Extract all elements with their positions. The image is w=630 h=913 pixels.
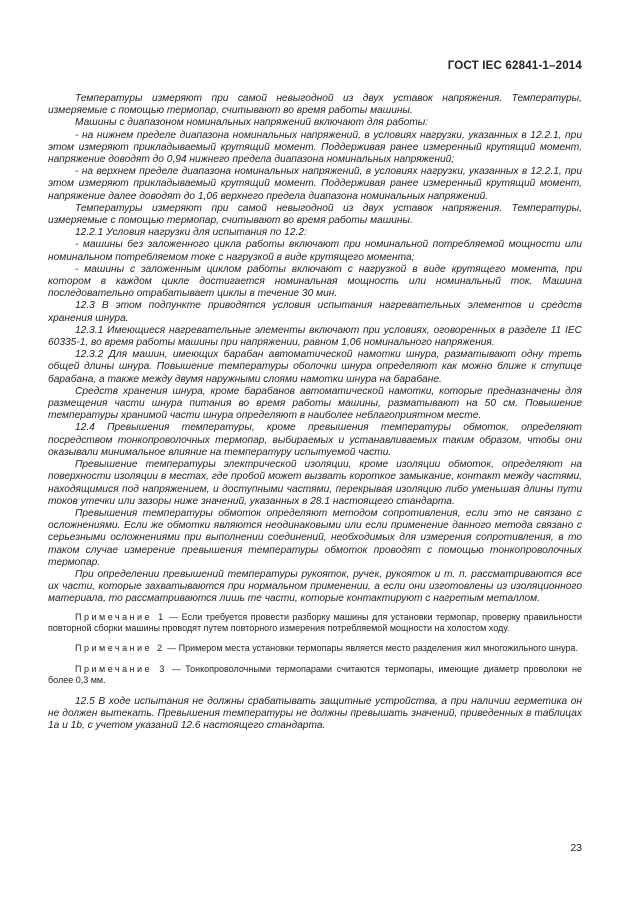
paragraph: - машины без заложенного цикла работы включают при номинальной потребляемой мощности или номинальном потребляемом токе с нагрузкой в виде крутящего момента; (48, 239, 582, 263)
paragraph: Превышения температуры обмоток определяют методом сопротивления, если это не связано с осложнениями. Если же обмотки являются неодинаковыми или если применение данного метода связано с серьезными осложнениями при выполнении соединений, необходимых для измерения сопротивления, в то таком случае измерение превышения температуры обмоток проводят с помощью тонкопроволочных термопар. (48, 507, 582, 568)
note-label: Примечание 3 (75, 663, 167, 674)
document-header: ГОСТ IEC 62841-1–2014 (447, 60, 582, 72)
paragraph: - на нижнем пределе диапазона номинальных напряжений, в условиях нагрузки, указанных в 12.2.1, при этом измеряют прикладываемый крутящий момент. Поддерживая ранее измеренный крутящий момент, напряжение доводят до 0,94 нижнего предела диапазона номинальных напряжений; (48, 129, 582, 166)
paragraph: 12.3.1 Имеющиеся нагревательные элементы включают при условиях, оговоренных в разделе 11 IEC 60335-1, во время работы машины при напряжении, равном 1,06 номинального напряжения. (48, 324, 582, 349)
paragraph: При определении превышений температуры рукояток, ручек, рукояток и т. п. рассматриваются все их части, которые захватываются при нормальном применении, а если они изготовлены из изоляционного материала, то рассматриваются лишь те части, которые контактируют с нагретым металлом. (48, 568, 582, 605)
note-text: — Примером места установки термопары является место разделения жил многожильного шнура. (164, 643, 578, 654)
paragraph: - машины с заложенным циклом работы включают с нагрузкой в виде крутящего момента, при котором в каждом цикле достигается номинальная мощность или номинальный ток. Машина последовательно отрабатывает циклы в течение 30 мин. (48, 263, 582, 300)
note-text: — Тонкопроволочными термопарами считаются термопары, имеющие диаметр проволоки не более 0,3 мм. (48, 663, 582, 686)
paragraph: 12.3 В этом подпункте приводятся условия испытания нагревательных элементов и средств хранения шнура. (48, 300, 582, 324)
page-number: 23 (570, 842, 582, 854)
note-label: Примечание 2 (75, 643, 165, 654)
paragraph: 12.2.1 Условия нагрузки для испытания по 12.2: (75, 227, 307, 239)
note-1 (48, 612, 582, 635)
paragraph: 12.4 Превышения температуры, кроме превышения температуры обмоток, определяют посредством тонкопроволочных термопар, выбираемых и устанавливаемых таким образом, чтобы они оказывали минимальное влияние на температуру испытуемой части. (48, 422, 582, 458)
paragraph: Средств хранения шнура, кроме барабанов автоматической намотки, которые предназначены для размещения части шнура питания во время работы машины, разматывают на 50 см. Повышение температуры хранимой части шнура определяют в наиболее неблагоприятном месте. (48, 385, 582, 422)
note-3 (48, 664, 582, 687)
note-label: Примечание 1 (75, 611, 166, 622)
note-text: — Если требуется провести разборку машины для установки термопар, проверку правильности повторной сборки машины проводят путем повторного измерения потребляемой мощности на холостом ходу. (48, 611, 582, 633)
paragraph: Температуры измеряют при самой невыгодной из двух уставок напряжения. Температуры, измеряемые с помощью термопар, считывают во время работы машины. (48, 202, 582, 227)
paragraph: Превышение температуры электрической изоляции, кроме изоляции обмоток, определяют на поверхности изоляции в местах, где пробой может вызвать короткое замыкание, контакт между частями, находящимися под напряжением, и доступными частями, перекрывая изоляцию либо уменьшая длины пути токов утечки или зазоры ниже значений, указанных в 28.1 настоящего стандарта. (48, 459, 582, 507)
document-body (48, 93, 582, 732)
paragraph: 12.3.2 Для машин, имеющих барабан автоматической намотки шнура, разматывают одну треть общей длины шнура. Повышение температуры оболочки шнура определяют как можно ближе к ступице барабана, а также между двумя наружными слоями намотки шнура на барабане. (48, 349, 582, 385)
paragraph-12-5: 12.5 В ходе испытания не должны срабатывать защитные устройства, а при наличии герметика он не должен вытекать. Превышения температуры не должны превышать значений, приведенных в таблицах 1а и 1b, с учетом указаний 12.6 настоящего стандарта. (48, 695, 582, 731)
paragraph: - на верхнем пределе диапазона номинальных напряжений, в условиях нагрузки, указанных в 12.2.1, при этом измеряют прикладываемый крутящий момент. Поддерживая ранее измеренный крутящий момент, напряжение далее доводят до 1,06 верхнего предела диапазона номинальных напряжений. (48, 166, 582, 202)
paragraph: Машины с диапазоном номинальных напряжений включают для работы: (75, 117, 429, 129)
note-2 (48, 643, 582, 654)
paragraph: Температуры измеряют при самой невыгодной из двух уставок напряжения. Температуры, измеряемые с помощью термопар, считывают во время работы машины. (48, 93, 582, 117)
